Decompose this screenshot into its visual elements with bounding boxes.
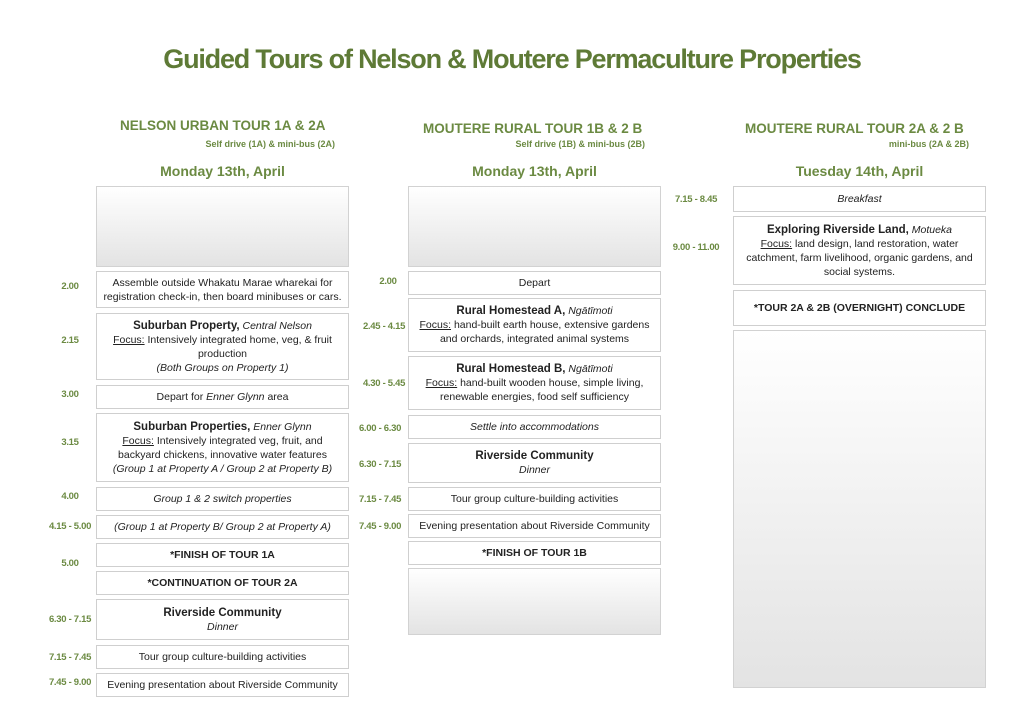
col1-event-continuation-2a bbox=[96, 571, 349, 595]
col2-e3-focus-label: Focus: bbox=[425, 377, 458, 389]
col1-event-finish-1a bbox=[96, 543, 349, 567]
col3-time-2: 9.00 - 11.00 bbox=[672, 242, 720, 253]
col2-e7-text: Evening presentation about Riverside Community bbox=[419, 520, 650, 532]
col2-event-settle bbox=[408, 415, 661, 439]
col2-time-3: 4.30 - 5.45 bbox=[362, 378, 406, 389]
page-title: Guided Tours of Nelson & Moutere Permaculture Properties bbox=[163, 44, 861, 74]
col3-event-exploring bbox=[733, 216, 986, 285]
col1-e9-sub: Dinner bbox=[207, 620, 238, 633]
col3-e2-focus-label: Focus: bbox=[760, 237, 793, 250]
col3-image-placeholder bbox=[733, 330, 986, 688]
col1-time-7: 5.00 bbox=[61, 558, 79, 569]
col1-e2-title: Suburban Property, bbox=[133, 319, 240, 332]
col2-event-depart bbox=[408, 271, 661, 295]
col1-e3-pre: Depart for bbox=[156, 391, 204, 403]
col1-e2-focus-label: Focus: bbox=[113, 333, 145, 346]
col2-event-homestead-a bbox=[408, 298, 661, 352]
col2-event-culture bbox=[408, 487, 661, 511]
col2-e3-focus: hand-built wooden house, simple living, renewable energies, food self sufficiency bbox=[440, 377, 644, 403]
col3-e3-text: *TOUR 2A & 2B (OVERNIGHT) CONCLUDE bbox=[753, 302, 966, 314]
col1-heading: NELSON URBAN TOUR 1A & 2A bbox=[120, 118, 326, 133]
col2-time-5: 6.30 - 7.15 bbox=[358, 459, 402, 470]
col2-event-presentation bbox=[408, 514, 661, 538]
col3-heading: MOUTERE RURAL TOUR 2A & 2 B bbox=[745, 121, 964, 136]
col1-event-assemble bbox=[96, 271, 349, 308]
col1-e9-title: Riverside Community bbox=[163, 606, 282, 619]
col2-e2-place: Ngātīmoti bbox=[568, 305, 613, 317]
col2-time-4: 6.00 - 6.30 bbox=[358, 423, 402, 434]
col2-time-7: 7.45 - 9.00 bbox=[358, 521, 402, 532]
col1-e11-text: Evening presentation about Riverside Community bbox=[107, 679, 338, 691]
col1-event-depart bbox=[96, 385, 349, 409]
col3-time-1: 7.15 - 8.45 bbox=[674, 194, 718, 205]
col1-time-6: 4.15 - 5.00 bbox=[48, 521, 92, 532]
col1-time-1: 2.00 bbox=[61, 281, 79, 292]
col1-event-culture bbox=[96, 645, 349, 669]
col1-time-4: 3.15 bbox=[61, 437, 79, 448]
col2-e6-text: Tour group culture-building activities bbox=[450, 493, 619, 505]
col1-time-2: 2.15 bbox=[61, 335, 79, 346]
col2-e2-focus-label: Focus: bbox=[419, 319, 452, 331]
col1-e7-text: *FINISH OF TOUR 1A bbox=[170, 549, 275, 561]
col1-event-group-swap bbox=[96, 515, 349, 539]
col1-time-10: 7.45 - 9.00 bbox=[48, 677, 92, 688]
col1-time-8: 6.30 - 7.15 bbox=[48, 614, 92, 625]
col2-event-riverside-dinner bbox=[408, 443, 661, 483]
col3-e2-title: Exploring Riverside Land, bbox=[766, 223, 909, 236]
col1-image-placeholder bbox=[96, 186, 349, 267]
col1-e6-text: (Group 1 at Property B/ Group 2 at Property A) bbox=[114, 521, 331, 533]
col1-event-assemble-text: Assemble outside Whakatu Marae wharekai for registration check-in, then board minibuses or cars. bbox=[103, 276, 342, 303]
col1-time-9: 7.15 - 7.45 bbox=[48, 652, 92, 663]
col1-e4-focus: Intensively integrated veg, fruit, and backyard chickens, innovative water features bbox=[118, 434, 327, 461]
col2-heading: MOUTERE RURAL TOUR 1B & 2 B bbox=[423, 121, 643, 136]
col1-subheading: Self drive (1A) & mini-bus (2A) bbox=[205, 139, 335, 149]
col3-e2-place: Motueka bbox=[911, 223, 953, 236]
col2-image-placeholder bbox=[408, 186, 661, 267]
col1-event-suburban-enner bbox=[96, 413, 349, 482]
col3-event-conclude bbox=[733, 290, 986, 326]
col3-e1-text: Breakfast bbox=[837, 193, 882, 205]
col2-e3-place: Ngātīmoti bbox=[568, 363, 613, 375]
col1-e2-note: (Both Groups on Property 1) bbox=[156, 361, 289, 374]
col1-day: Monday 13th, April bbox=[160, 163, 285, 179]
col1-e5-text: Group 1 & 2 switch properties bbox=[153, 493, 292, 505]
col2-e4-text: Settle into accommodations bbox=[470, 421, 599, 433]
col1-e2-focus: Intensively integrated home, veg, & fruit production bbox=[147, 333, 332, 360]
col1-e8-text: *CONTINUATION OF TOUR 2A bbox=[147, 577, 298, 589]
col2-e1-text: Depart bbox=[518, 277, 551, 289]
col3-event-breakfast bbox=[733, 186, 986, 212]
col2-event-finish-1b bbox=[408, 541, 661, 565]
col2-time-2: 2.45 - 4.15 bbox=[362, 321, 406, 332]
col2-e5-sub: Dinner bbox=[519, 464, 550, 476]
col2-e2-title: Rural Homestead A, bbox=[456, 305, 566, 317]
col2-image-placeholder-bottom bbox=[408, 568, 661, 635]
col1-event-suburban-central bbox=[96, 313, 349, 380]
col2-time-6: 7.15 - 7.45 bbox=[358, 494, 402, 505]
col2-e2-focus: hand-built earth house, extensive gardens and orchards, integrated animal systems bbox=[439, 319, 650, 345]
col1-event-switch bbox=[96, 487, 349, 511]
col3-subheading: mini-bus (2A & 2B) bbox=[888, 139, 969, 149]
col2-day: Monday 13th, April bbox=[472, 163, 597, 179]
col1-e4-place: Enner Glynn bbox=[253, 420, 312, 433]
col2-subheading: Self drive (1B) & mini-bus (2B) bbox=[515, 139, 645, 149]
col1-e3-place: Enner Glynn bbox=[206, 391, 265, 403]
col1-e2-place: Central Nelson bbox=[242, 319, 312, 332]
col2-e8-text: *FINISH OF TOUR 1B bbox=[482, 547, 587, 559]
col2-e3-title: Rural Homestead B, bbox=[456, 363, 566, 375]
col3-day: Tuesday 14th, April bbox=[795, 163, 924, 179]
col1-e4-note: (Group 1 at Property A / Group 2 at Property B) bbox=[112, 462, 333, 475]
col1-event-presentation bbox=[96, 673, 349, 697]
col3-e2-focus: land design, land restoration, water catchment, farm livelihood, organic gardens, and social systems. bbox=[746, 237, 973, 278]
col1-event-riverside-dinner bbox=[96, 599, 349, 640]
col1-time-3: 3.00 bbox=[61, 389, 79, 400]
col1-time-5: 4.00 bbox=[61, 491, 79, 502]
col2-e5-title: Riverside Community bbox=[475, 450, 594, 462]
col1-e10-text: Tour group culture-building activities bbox=[138, 651, 307, 663]
col1-e4-focus-label: Focus: bbox=[122, 434, 154, 447]
col1-e3-post: area bbox=[267, 391, 289, 403]
col1-e4-title: Suburban Properties, bbox=[133, 420, 251, 433]
col2-time-1: 2.00 bbox=[379, 276, 397, 287]
col2-event-homestead-b bbox=[408, 356, 661, 410]
